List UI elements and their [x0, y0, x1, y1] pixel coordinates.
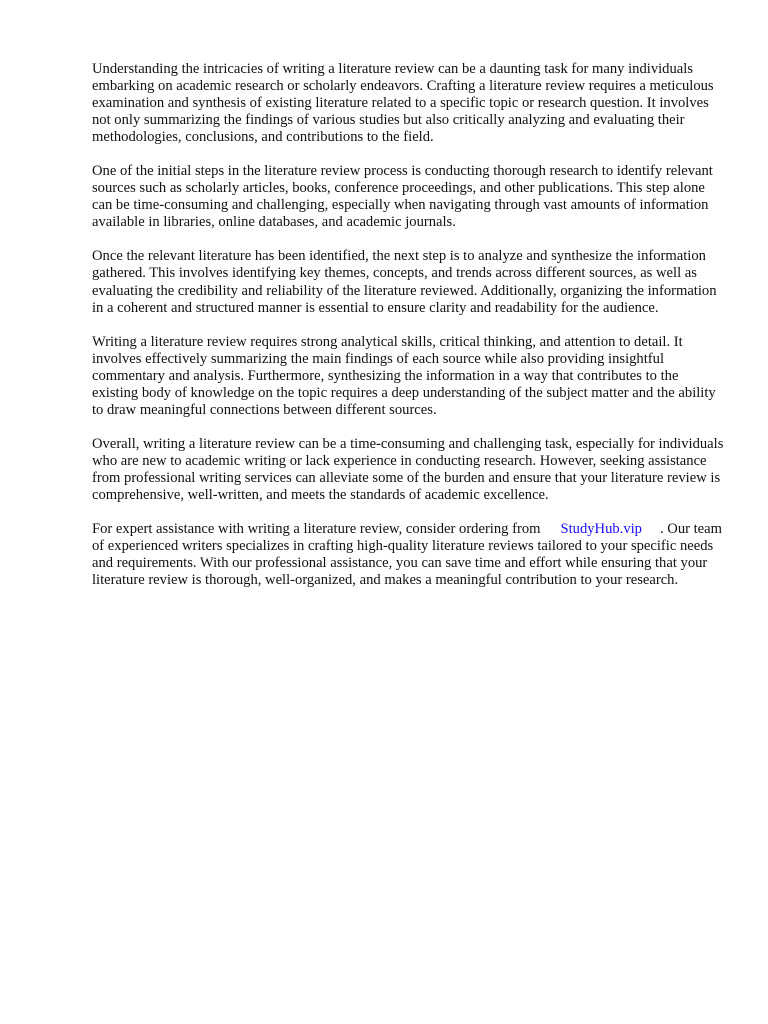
final-paragraph-rest: . Our team of experienced writers specializes in crafting high-quality literature reviews tailored to your specific needs and requirements. With our professional assistance, you can save time and effort while ensuring that your literature review is thorough, well-organized, and makes a meaningful contribution to your research.: [92, 521, 722, 589]
paragraph-3: Once the relevant literature has been identified, the next step is to analyze and synthesize the information gathered. This involves identifying key themes, concepts, and trends across different sources, as well as evaluating the credibility and reliability of the literature reviewed. Additionally, organizing the information in a coherent and structured manner is essential to ensure clarity and readability for the audience.: [92, 248, 717, 316]
paragraph-5: Overall, writing a literature review can be a time-consuming and challenging task, especially for individuals who are new to academic writing or lack experience in conducting research. However, seeking assistance from professional writing services can alleviate some of the burden and ensure that your literature review is comprehensive, well-written, and meets the standards of academic excellence.: [92, 435, 724, 503]
paragraph-6: [92, 521, 724, 589]
studyhub-link[interactable]: StudyHub.vip: [560, 521, 642, 538]
paragraph-2: One of the initial steps in the literature review process is conducting thorough research to identify relevant sources such as scholarly articles, books, conference proceedings, and other publications. This step alone can be time-consuming and challenging, especially when navigating through vast amounts of information available in libraries, online databases, and academic journals.: [92, 163, 713, 231]
paragraph-4: Writing a literature review requires strong analytical skills, critical thinking, and attention to detail. It involves effectively summarizing the main findings of each source while also providing insightful commentary and analysis. Furthermore, synthesizing the information in a way that contributes to the existing body of knowledge on the topic requires a deep understanding of the subject matter and the ability to draw meaningful connections between different sources.: [92, 333, 716, 418]
document-body: [92, 61, 724, 606]
final-paragraph-intro: For expert assistance with writing a literature review, consider ordering from: [92, 521, 541, 538]
paragraph-1: Understanding the intricacies of writing a literature review can be a daunting task for many individuals embarking on academic research or scholarly endeavors. Crafting a literature review requires a meticulous examination and synthesis of existing literature related to a specific topic or research question. It involves not only summarizing the findings of various studies but also critically analyzing and evaluating their methodologies, conclusions, and contributions to the field.: [92, 61, 714, 146]
